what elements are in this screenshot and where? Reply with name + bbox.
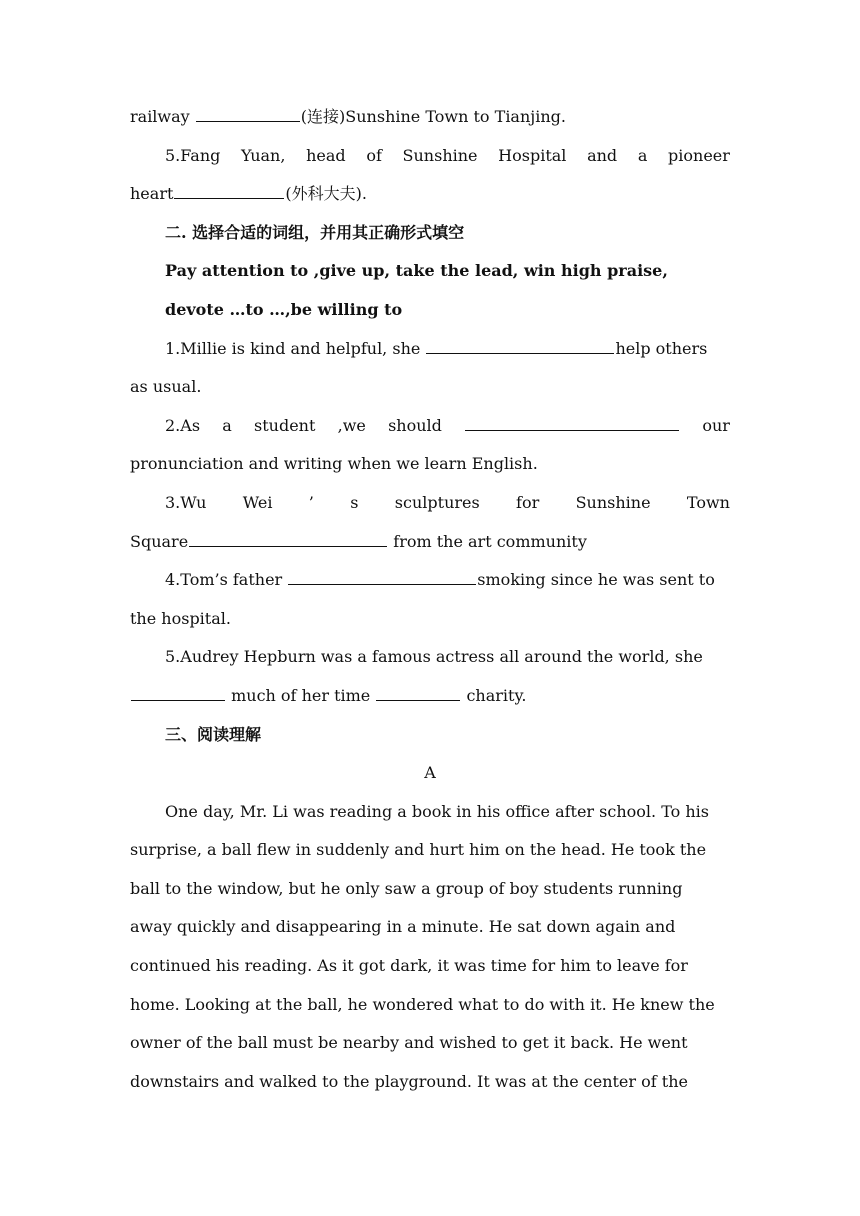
phrase-list: devote …to …,be willing to bbox=[165, 299, 403, 319]
word: 2.As bbox=[165, 415, 201, 435]
question-line: the hospital. bbox=[130, 608, 231, 628]
passage-label: A bbox=[424, 763, 436, 783]
text: much of her time bbox=[231, 685, 371, 705]
passage-line: continued his reading. As it got dark, it was time for him to leave for bbox=[130, 956, 688, 976]
text: 1.Millie is kind and helpful, she bbox=[165, 338, 421, 358]
word: student bbox=[254, 415, 316, 435]
word: pioneer bbox=[668, 145, 730, 165]
word: Town bbox=[686, 492, 730, 512]
word: 5.Fang bbox=[165, 145, 221, 165]
word: of bbox=[366, 145, 382, 165]
text: 4.Tom’s father bbox=[165, 570, 283, 590]
passage-line: away quickly and disappearing in a minute. He sat down again and bbox=[130, 917, 676, 937]
word: 3.Wu bbox=[165, 492, 207, 512]
section-heading: 二. 选择合适的词组，并用其正确形式填空 bbox=[165, 222, 465, 242]
text: from the art community bbox=[393, 531, 587, 551]
passage-line: downstairs and walked to the playground. It was at the center of the bbox=[130, 1071, 688, 1091]
text: smoking since he was sent to bbox=[477, 570, 715, 590]
word: ’ bbox=[308, 492, 314, 512]
question-line bbox=[130, 484, 730, 523]
phrase-list: Pay attention to ,give up, take the lead, win high praise, bbox=[165, 261, 668, 281]
question-line bbox=[130, 407, 730, 446]
word: Sunshine bbox=[402, 145, 478, 165]
passage-line: surprise, a ball flew in suddenly and hurt him on the head. He took the bbox=[130, 840, 707, 860]
question-line bbox=[130, 330, 730, 369]
text: railway bbox=[130, 107, 190, 126]
word: ,we bbox=[337, 415, 366, 435]
word: should bbox=[388, 415, 442, 435]
text-line bbox=[130, 175, 730, 214]
word: our bbox=[702, 415, 730, 435]
section-heading: 三、阅读理解 bbox=[165, 724, 262, 744]
question-line bbox=[130, 561, 730, 600]
question-line: pronunciation and writing when we learn English. bbox=[130, 454, 538, 474]
question-line bbox=[130, 523, 730, 562]
text: charity. bbox=[466, 685, 527, 705]
text: (外科大夫). bbox=[285, 184, 367, 204]
word: s bbox=[350, 492, 359, 512]
fill-blank[interactable] bbox=[189, 545, 387, 547]
fill-blank[interactable] bbox=[426, 352, 614, 354]
fill-blank[interactable] bbox=[196, 120, 300, 122]
word: Yuan, bbox=[241, 145, 286, 165]
passage-line: ball to the window, but he only saw a group of boy students running bbox=[130, 878, 683, 898]
document-body bbox=[130, 98, 730, 1101]
question-line: as usual. bbox=[130, 377, 202, 397]
passage-line: owner of the ball must be nearby and wished to get it back. He went bbox=[130, 1033, 688, 1053]
question-line bbox=[130, 677, 730, 716]
text: help others bbox=[615, 338, 708, 358]
passage-line: home. Looking at the ball, he wondered what to do with it. He knew the bbox=[130, 994, 715, 1014]
fill-blank[interactable] bbox=[376, 699, 460, 701]
text: (连接)Sunshine Town to Tianjing. bbox=[300, 107, 566, 126]
word: a bbox=[637, 145, 648, 165]
passage-line: One day, Mr. Li was reading a book in his office after school. To his bbox=[165, 801, 709, 821]
fill-blank[interactable] bbox=[131, 699, 225, 701]
word: Hospital bbox=[498, 145, 567, 165]
text-line bbox=[130, 98, 730, 137]
word: Wei bbox=[242, 492, 273, 512]
fill-blank[interactable] bbox=[288, 583, 476, 585]
fill-blank[interactable] bbox=[465, 429, 679, 431]
word: head bbox=[306, 145, 346, 165]
question-line: 5.Audrey Hepburn was a famous actress all around the world, she bbox=[165, 647, 703, 667]
word: for bbox=[516, 492, 540, 512]
word: and bbox=[587, 145, 618, 165]
text: Square bbox=[130, 531, 189, 551]
text: heart bbox=[130, 184, 174, 204]
text-line bbox=[130, 137, 730, 176]
word: sculptures bbox=[394, 492, 480, 512]
fill-blank[interactable] bbox=[174, 197, 284, 199]
word: Sunshine bbox=[575, 492, 651, 512]
word: a bbox=[222, 415, 232, 435]
